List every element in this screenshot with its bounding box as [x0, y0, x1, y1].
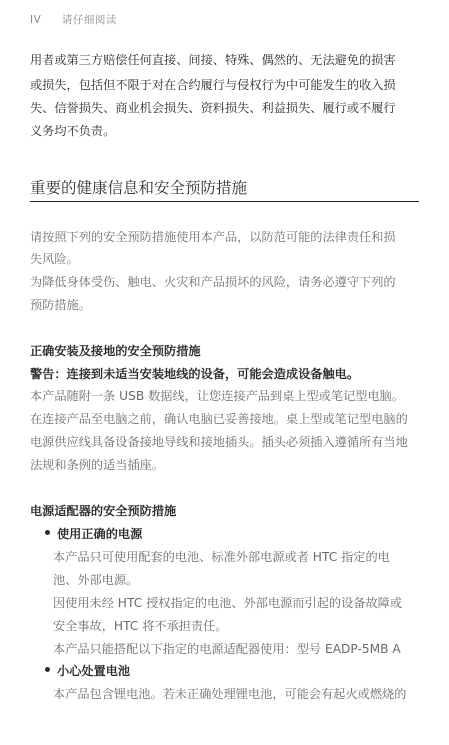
intro-line: 或损失，包括但不限于对在合约履行与侵权行为中可能发生的收入损: [30, 78, 396, 92]
grounding-line: 电源供应线具备设备接地导线和接地插头。插头必须插入遵循所有当地: [30, 435, 408, 449]
bullet-text-line: 本产品只能搭配以下指定的电源适配器使用：型号 EADP-5MB A: [53, 642, 401, 656]
intro-line: 义务均不负责。: [30, 124, 116, 138]
bullet-item: [45, 523, 142, 546]
bullet-text-line: 本产品包含锂电池。若未正确处理锂电池，可能会有起火或燃烧的: [53, 687, 407, 701]
header-title: 请仔细阅读: [61, 14, 117, 26]
section-title: 重要的健康信息和安全预防措施: [30, 179, 248, 197]
bullet-text-line: 因使用未经 HTC 授权指定的电池、外部电源而引起的设备故障或: [53, 596, 403, 610]
bullet-text-line: 安全事故，HTC 将不承担责任。: [53, 619, 228, 633]
intro-line: 用者或第三方赔偿任何直接、间接、特殊、偶然的、无法避免的损害: [30, 53, 396, 67]
bullet-dot-icon: [45, 667, 50, 672]
page-header: [30, 12, 117, 27]
grounding-line: 法规和条例的适当插座。: [30, 458, 165, 472]
section-divider: [30, 201, 419, 202]
grounding-heading: 正确安装及接地的安全预防措施: [30, 344, 201, 358]
bullet-title: 小心处置电池: [57, 664, 131, 678]
lead-line: 失风险。: [30, 252, 79, 266]
lead-line: 请按照下列的安全预防措施使用本产品，以防范可能的法律责任和损: [30, 230, 396, 244]
grounding-line: 本产品随附一条 USB 数据线，让您连接产品到桌上型或笔记型电脑。: [30, 389, 405, 403]
lead-line: 预防措施。: [30, 298, 91, 312]
bullet-text-line: 本产品只可使用配套的电池、标准外部电源或者 HTC 指定的电: [53, 550, 390, 564]
grounding-line: 在连接产品至电脑之前，确认电脑已妥善接地。桌上型或笔记型电脑的: [30, 412, 408, 426]
intro-line: 失、信誉损失、商业机会损失、资料损失、利益损失、履行或不履行: [30, 101, 396, 115]
bullet-item: [45, 660, 130, 683]
bullet-title: 使用正确的电源: [57, 527, 143, 541]
lead-line: 为降低身体受伤、触电、火灾和产品损坏的风险，请务必遵守下列的: [30, 275, 396, 289]
bullet-text-line: 池、外部电源。: [53, 573, 139, 587]
page-number: IV: [30, 14, 42, 26]
adapter-heading: 电源适配器的安全预防措施: [30, 504, 177, 518]
grounding-warning: 警告：连接到未适当安装地线的设备，可能会造成设备触电。: [30, 367, 360, 381]
bullet-dot-icon: [45, 530, 50, 535]
